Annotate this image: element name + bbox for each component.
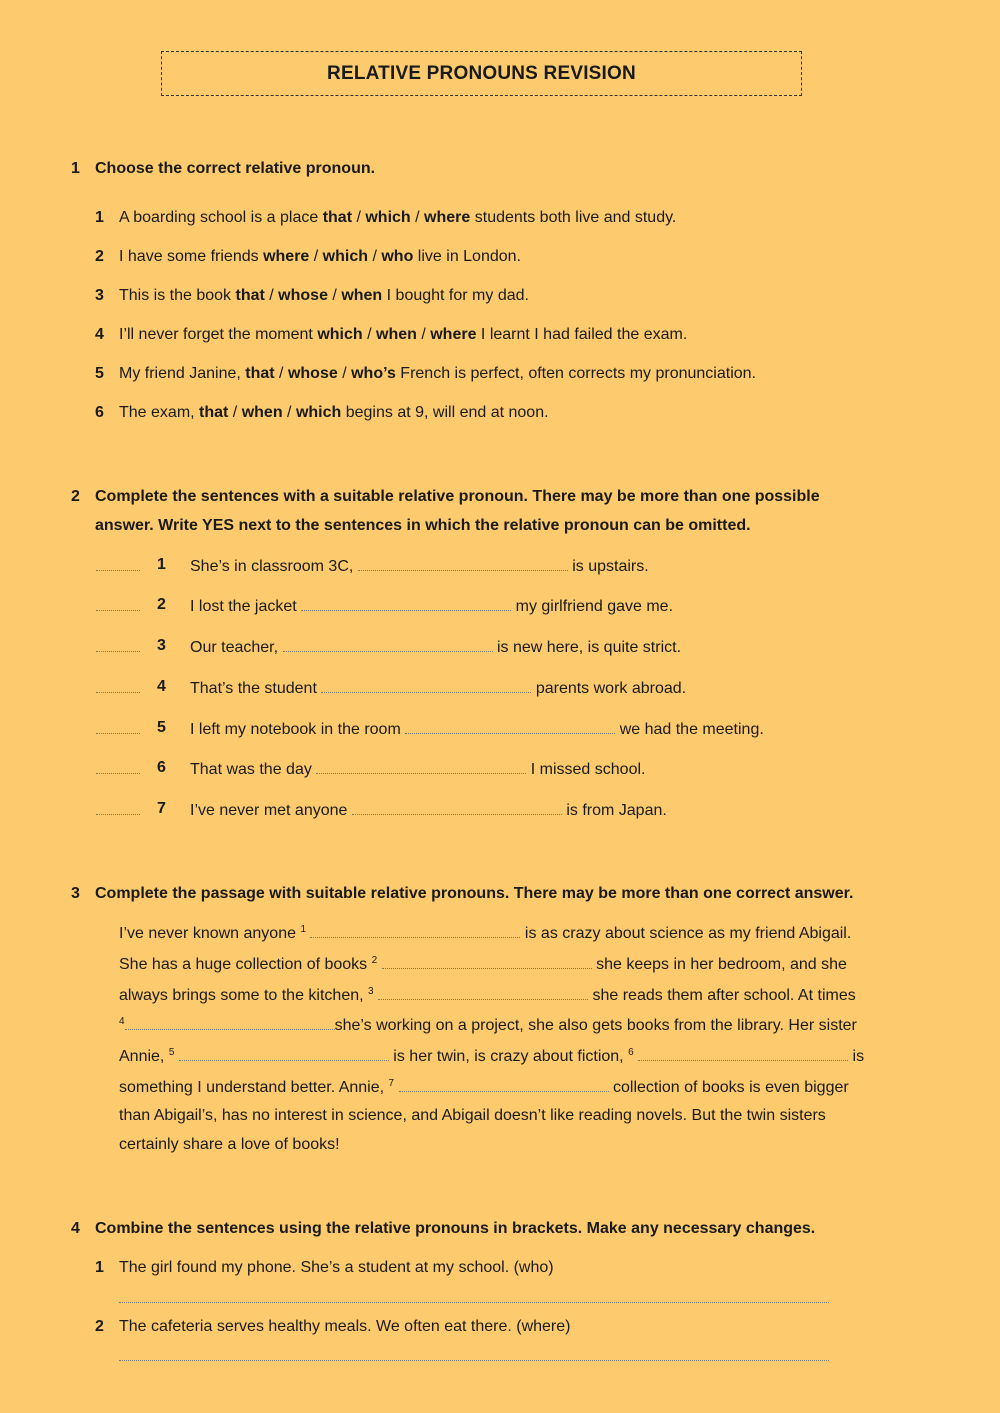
option[interactable]: that: [235, 287, 265, 304]
passage-text: Annie,: [119, 1048, 165, 1065]
option[interactable]: whose: [278, 287, 328, 304]
passage-text: something I understand better. Annie,: [119, 1079, 385, 1096]
item-number: 2: [95, 1318, 104, 1335]
item-text: The cafeteria serves healthy meals. We often eat there. (where): [119, 1318, 571, 1335]
item-text: A boarding school is a place: [119, 209, 323, 226]
yes-answer-blank[interactable]: [96, 721, 140, 734]
gap-number: 6: [628, 1047, 634, 1058]
item-text: I’ve never met anyone: [190, 802, 348, 819]
passage-text: is her twin, is crazy about fiction,: [393, 1048, 624, 1065]
item-number: 3: [157, 637, 166, 654]
gap-number: 5: [168, 1047, 175, 1058]
section-number: 4: [71, 1220, 80, 1237]
item-text: parents work abroad.: [535, 680, 687, 697]
passage-text: I’ve never known anyone: [119, 925, 296, 942]
option[interactable]: where: [263, 248, 310, 265]
gap-number: 1: [300, 924, 307, 935]
item-number: 1: [95, 209, 104, 226]
item-text: The exam,: [119, 404, 200, 421]
passage-line: [119, 985, 899, 1005]
item-text: I’ll never forget the moment: [119, 326, 318, 343]
item-text: My friend Janine,: [119, 365, 246, 382]
item-number: 1: [157, 556, 166, 573]
item-text: I bought for my dad.: [382, 287, 529, 304]
option[interactable]: where: [430, 326, 477, 343]
item-text: I learnt I had failed the exam.: [476, 326, 688, 343]
passage-text: than Abigail’s, has no interest in science, and Abigail doesn’t like reading novels. But the twin sisters: [119, 1107, 826, 1124]
passage-line: [119, 1107, 899, 1125]
passage-text: collection of books is even bigger: [613, 1079, 849, 1096]
item-text: That’s the student: [190, 680, 317, 697]
passage-line: [119, 1046, 899, 1066]
item-text: I have some friends: [119, 248, 264, 265]
item-text: I lost the jacket: [190, 598, 297, 615]
passage-line: [119, 1015, 899, 1035]
option[interactable]: who’s: [351, 365, 396, 382]
passage-line: [119, 1136, 899, 1154]
option[interactable]: which: [322, 248, 369, 265]
option[interactable]: which: [365, 209, 411, 226]
item-number: 2: [95, 248, 104, 265]
item-number: 6: [95, 404, 104, 421]
section-heading: Complete the sentences with a suitable relative pronoun. There may be more than one possible: [95, 488, 820, 505]
answer-line[interactable]: [119, 1301, 829, 1303]
answer-blank[interactable]: [399, 1077, 609, 1092]
item-number: 1: [95, 1259, 104, 1276]
yes-answer-blank[interactable]: [96, 598, 140, 611]
item-number: 2: [157, 596, 166, 613]
yes-answer-blank[interactable]: [96, 558, 140, 571]
item-number: 4: [157, 678, 166, 695]
section-heading: answer. Write YES next to the sentences in which the relative pronoun can be omitted.: [95, 517, 751, 534]
passage-text: she’s working on a project, she also gets books from the library. Her sister: [334, 1017, 857, 1034]
item-text: begins at 9, will end at noon.: [341, 404, 549, 421]
option[interactable]: which: [295, 404, 342, 421]
section-heading: Combine the sentences using the relative pronouns in brackets. Make any necessary changes.: [95, 1220, 816, 1237]
worksheet-title: [161, 51, 802, 96]
option[interactable]: whose: [287, 365, 338, 382]
passage-text: she reads them after school. At times: [592, 987, 856, 1004]
gap-number: 2: [371, 955, 378, 966]
option[interactable]: where: [424, 209, 471, 226]
answer-blank[interactable]: [125, 1015, 335, 1030]
section-number: 2: [71, 488, 80, 505]
option[interactable]: when: [376, 326, 417, 343]
answer-blank[interactable]: [405, 719, 615, 734]
item-number: 5: [95, 365, 104, 382]
answer-blank[interactable]: [310, 923, 520, 938]
option[interactable]: when: [241, 404, 283, 421]
item-text: Our teacher,: [190, 639, 279, 656]
option[interactable]: that: [245, 365, 275, 382]
item-text: we had the meeting.: [619, 721, 764, 738]
section-number: 3: [71, 885, 80, 902]
item-number: 5: [157, 719, 166, 736]
option[interactable]: that: [322, 209, 353, 226]
item-text: live in London.: [413, 248, 521, 265]
answer-blank[interactable]: [352, 800, 562, 815]
answer-blank[interactable]: [316, 759, 526, 774]
item-text: my girlfriend gave me.: [515, 598, 674, 615]
option[interactable]: when: [341, 287, 383, 304]
item-text: is from Japan.: [566, 802, 667, 819]
passage-text: always brings some to the kitchen,: [119, 987, 364, 1004]
passage-text: is: [852, 1048, 865, 1065]
yes-answer-blank[interactable]: [96, 761, 140, 774]
passage-text: is as crazy about science as my friend Abigail.: [524, 925, 852, 942]
item-text: The girl found my phone. She’s a student at my school. (who): [119, 1259, 554, 1276]
section-heading: Choose the correct relative pronoun.: [95, 160, 376, 177]
option[interactable]: who: [381, 248, 414, 265]
passage-text: she keeps in her bedroom, and she: [596, 956, 847, 973]
item-text: That was the day: [190, 761, 312, 778]
gap-number: 4: [119, 1016, 125, 1027]
yes-answer-blank[interactable]: [96, 802, 140, 815]
title-text: RELATIVE PRONOUNS REVISION: [327, 62, 636, 84]
answer-blank[interactable]: [321, 678, 531, 693]
item-text: is new here, is quite strict.: [496, 639, 682, 656]
answer-blank[interactable]: [638, 1046, 848, 1061]
passage-text: She has a huge collection of books: [119, 956, 368, 973]
answer-blank[interactable]: [301, 596, 511, 611]
section-heading: Complete the passage with suitable relative pronouns. There may be more than one correct answer.: [95, 885, 854, 902]
item-number: 4: [95, 326, 104, 343]
item-text: She’s in classroom 3C,: [190, 558, 354, 575]
item-text: French is perfect, often corrects my pronunciation.: [395, 365, 756, 382]
yes-answer-blank[interactable]: [96, 639, 140, 652]
gap-number: 3: [368, 986, 374, 997]
item-text: students both live and study.: [470, 209, 677, 226]
item-text: I left my notebook in the room: [190, 721, 401, 738]
answer-line[interactable]: [119, 1359, 829, 1361]
answer-blank[interactable]: [283, 637, 493, 652]
section-number: 1: [71, 160, 80, 177]
answer-blank[interactable]: [179, 1046, 389, 1061]
item-text: I missed school.: [530, 761, 646, 778]
passage-line: [119, 954, 899, 974]
item-text: is upstairs.: [572, 558, 649, 575]
answer-blank[interactable]: [358, 556, 568, 571]
passage-text: certainly share a love of books!: [119, 1136, 340, 1153]
passage-line: [119, 923, 899, 943]
item-number: 7: [157, 800, 166, 817]
item-number: 6: [157, 759, 166, 776]
answer-blank[interactable]: [378, 985, 588, 1000]
item-text: This is the book: [119, 287, 236, 304]
option[interactable]: that: [199, 404, 229, 421]
passage-line: [119, 1077, 899, 1097]
option[interactable]: which: [317, 326, 363, 343]
yes-answer-blank[interactable]: [96, 680, 140, 693]
gap-number: 7: [388, 1078, 395, 1089]
answer-blank[interactable]: [382, 954, 592, 969]
item-number: 3: [95, 287, 104, 304]
